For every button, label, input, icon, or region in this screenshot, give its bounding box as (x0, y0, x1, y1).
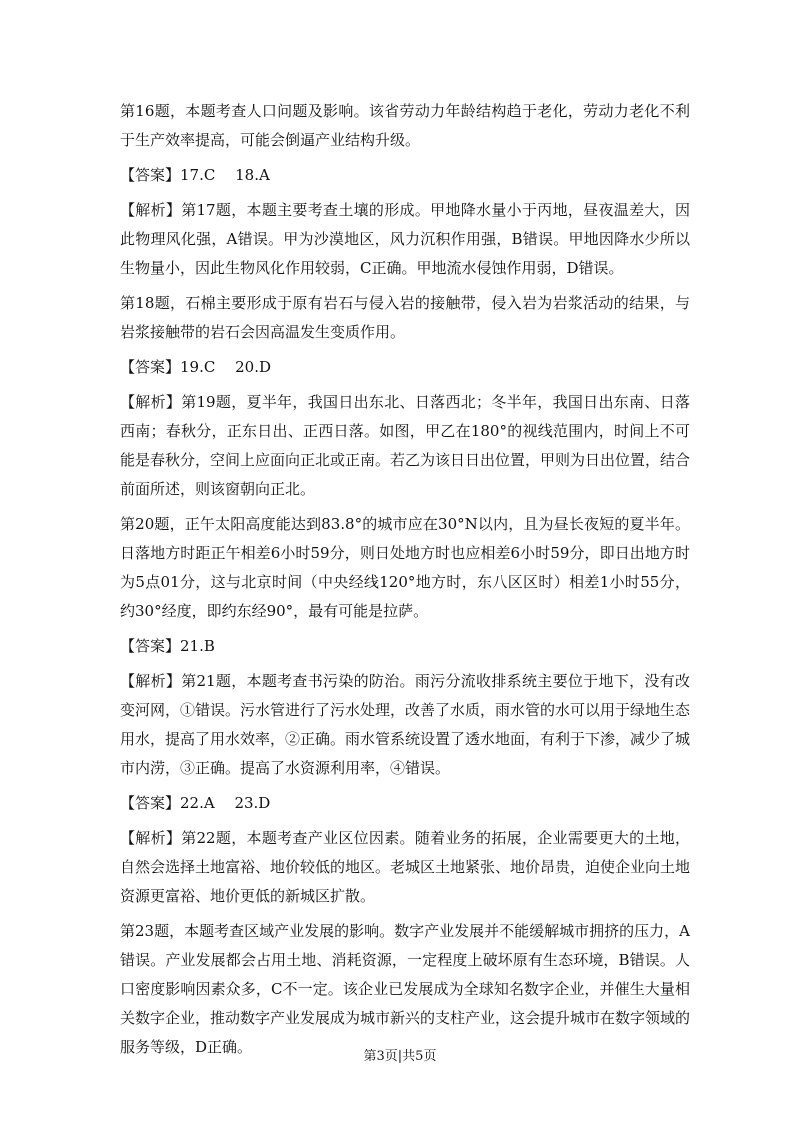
paragraph-q18: 第18题，石棉主要形成于原有岩石与侵入岩的接触带，侵入岩为岩浆活动的结果，与岩浆接触带的岩石会因高温发生变质作用。 (120, 294, 690, 341)
answer-22-23: 【答案】22.A 23.D (120, 794, 271, 812)
answer-19-20: 【答案】19.C 20.D (120, 358, 271, 376)
paragraph-q20: 第20题，正午太阳高度能达到83.8°的城市应在30°N以内，且为昼长夜短的夏半年。日落地方时距正午相差6小时59分，则日处地方时也应相差6小时59分，即日出地方时为5点01分，这与北京时间（中央经线120°地方时，东八区区时）相差1小时55分，约30°经度，即约东经90°，最有可能是拉萨。 (120, 515, 690, 620)
paragraph-q23: 第23题，本题考查区域产业发展的影响。数字产业发展并不能缓解城市拥挤的压力，A错误。产业发展都会占用土地、消耗资源，一定程度上破坏原有生态环境，B错误。人口密度影响因素众多，C不一定。该企业已发展成为全球知名数字企业，并催生大量相关数字企业，推动数字产业发展成为城市新兴的支柱产业，这会提升城市在数字领域的服务等级，D正确。 (120, 922, 691, 1056)
page-footer (0, 1049, 800, 1065)
analysis-q22: 【解析】第22题，本题考查产业区位因素。随着业务的拓展，企业需要更大的土地，自然会选择土地富裕、地价较低的地区。老城区土地紧张、地价昂贵，迫使企业向土地资源更富裕、地价更低的新城区扩散。 (120, 829, 691, 905)
answer-17-18: 【答案】17.C 18.A (120, 166, 270, 184)
paragraph-q16: 第16题，本题考查人口问题及影响。该省劳动力年龄结构趋于老化，劳动力老化不利于生产效率提高，可能会倒逼产业结构升级。 (120, 102, 690, 149)
answer-21: 【答案】21.B (120, 637, 215, 655)
analysis-q17: 【解析】第17题，本题主要考查土壤的形成。甲地降水量小于丙地，昼夜温差大，因此物理风化强，A错误。甲为沙漠地区，风力沉积作用强，B错误。甲地因降水少所以生物量小，因此生物风化作用较弱，C正确。甲地流水侵蚀作用弱，D错误。 (120, 201, 690, 277)
page-number: 第3页|共5页 (363, 1049, 437, 1064)
analysis-q21: 【解析】第21题，本题考查书污染的防治。雨污分流收排系统主要位于地下，没有改变河网，①错误。污水管进行了污水处理，改善了水质，雨水管的水可以用于绿地生态用水，提高了用水效率，②正确。雨水管系统设置了透水地面，有利于下渗，减少了城市内涝，③正确。提高了水资源利用率，④错误。 (120, 672, 691, 777)
document-body (120, 97, 690, 1068)
analysis-q19: 【解析】第19题，夏半年，我国日出东北、日落西北；冬半年，我国日出东南、日落西南；春秋分，正东日出、正西日落。如图，甲乙在180°的视线范围内，时间上不可能是春秋分，空间上应面向正北或正南。若乙为该日日出位置，甲则为日出位置，结合前面所述，则该窗朝向正北。 (120, 393, 691, 498)
